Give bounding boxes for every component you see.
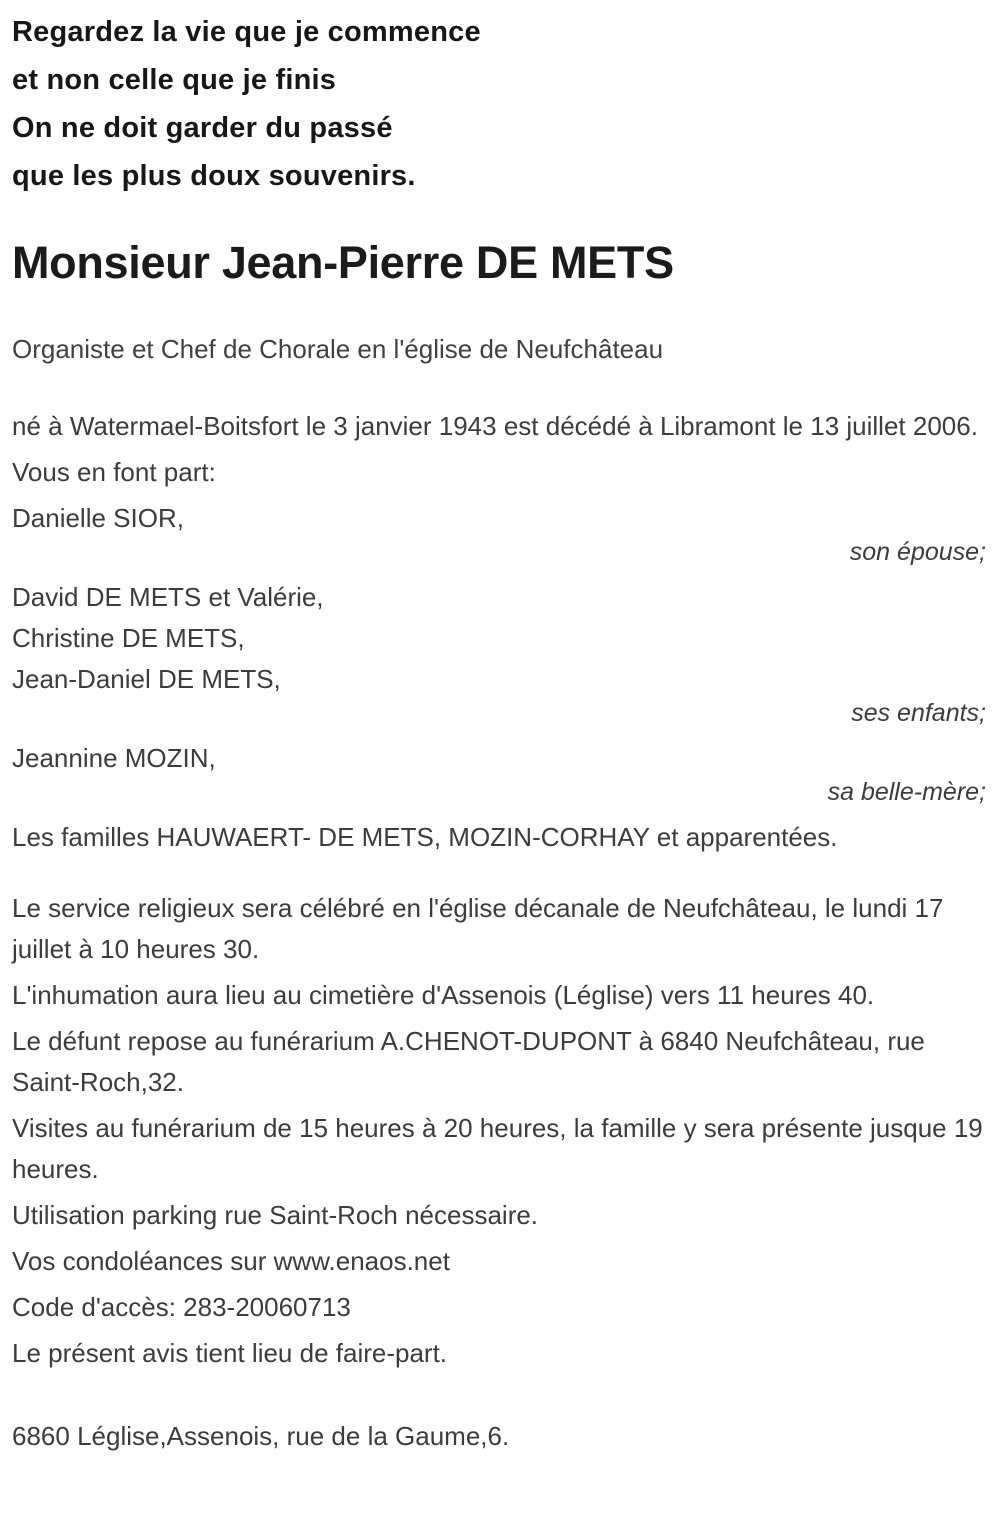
access-code-line: Code d'accès: 283-20060713 xyxy=(12,1292,351,1322)
relative-group-children xyxy=(12,577,986,730)
detail-visits: Visites au funérarium de 15 heures à 20 heures, la famille y sera présente jusque 19 heures. xyxy=(12,1113,983,1184)
relation-label-mother-in-law: sa belle-mère; xyxy=(827,778,986,806)
life-dates-paragraph: né à Watermael-Boitsfort le 3 janvier 1943 est décédé à Libramont le 13 juillet 2006. xyxy=(12,411,978,441)
epigraph-line-1: Regardez la vie que je commence xyxy=(12,16,481,48)
epigraph-poem xyxy=(12,8,986,200)
detail-religious-service: Le service religieux sera célébré en l'église décanale de Neufchâteau, le lundi 17 juillet à 10 heures 30. xyxy=(12,893,944,964)
epigraph-line-2: et non celle que je finis xyxy=(12,64,337,96)
address-line: 6860 Léglise,Assenois, rue de la Gaume,6. xyxy=(12,1421,510,1451)
deceased-name-title: Monsieur Jean-Pierre DE METS xyxy=(12,237,674,288)
relative-group-mother-in-law xyxy=(12,738,986,809)
condolences-url-line: Vos condoléances sur www.enaos.net xyxy=(12,1246,450,1276)
relative-name: Christine DE METS, xyxy=(12,623,245,653)
relative-name: Jean-Daniel DE METS, xyxy=(12,664,281,694)
notice-body xyxy=(12,406,986,1374)
relative-name: Jeannine MOZIN, xyxy=(12,743,216,773)
relative-group-spouse xyxy=(12,498,986,569)
relation-label-children: ses enfants; xyxy=(851,699,986,727)
announcement-intro: Vous en font part: xyxy=(12,457,216,487)
families-line: Les familles HAUWAERT- DE METS, MOZIN-CORHAY et apparentées. xyxy=(12,822,838,852)
deceased-role: Organiste et Chef de Chorale en l'église de Neufchâteau xyxy=(12,334,664,364)
detail-parking: Utilisation parking rue Saint-Roch nécessaire. xyxy=(12,1200,539,1230)
relative-name: Danielle SIOR, xyxy=(12,503,184,533)
relation-label-spouse: son épouse; xyxy=(849,538,986,566)
detail-burial: L'inhumation aura lieu au cimetière d'Assenois (Léglise) vers 11 heures 40. xyxy=(12,980,875,1010)
epigraph-line-3: On ne doit garder du passé xyxy=(12,112,393,144)
faire-part-line: Le présent avis tient lieu de faire-part. xyxy=(12,1338,448,1368)
relative-name: David DE METS et Valérie, xyxy=(12,582,324,612)
detail-funeral-home: Le défunt repose au funérarium A.CHENOT-DUPONT à 6840 Neufchâteau, rue Saint-Roch,32. xyxy=(12,1026,925,1097)
epigraph-line-4: que les plus doux souvenirs. xyxy=(12,160,416,192)
